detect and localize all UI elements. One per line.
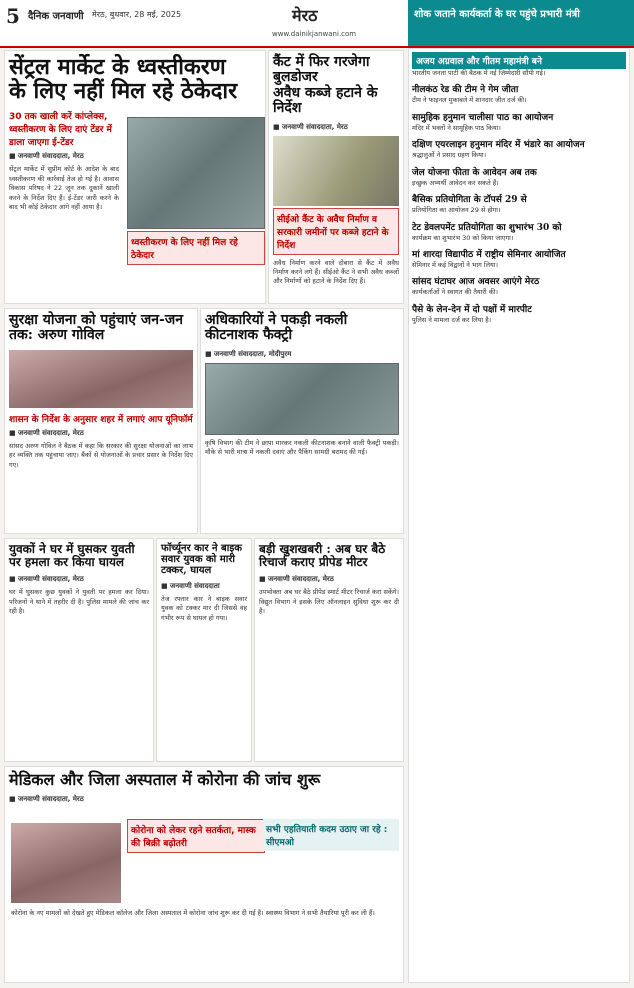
story7-byline: ■ जनवाणी संवाददाता, मेरठ <box>259 575 334 584</box>
story1-body: सेंट्रल मार्केट में सुप्रीम कोर्ट के आदेश के बाद ध्वस्तीकरण की कार्रवाई तेज हो गई है। आवास विकास परिषद ने 22 जून तक दुकानें खाली करने के निर्देश दिए हैं। ई-टेंडर जारी करने के बाद भी कोई ठेकेदार आगे नहीं आया है। <box>9 165 119 212</box>
city-title: मेरठ <box>292 6 318 25</box>
story-attack <box>4 538 154 762</box>
brand-name: दैनिक जनवाणी <box>28 11 84 22</box>
story6-byline: ■ जनवाणी संवाददाता <box>161 582 220 590</box>
story3-headline: सुरक्षा योजना को पहुंचाएं जन-जन तक: अरुण गोविल <box>9 312 184 344</box>
sidebar-article-body: प्रतियोगिता का आयोजन 29 से होगा। <box>412 206 501 215</box>
story2-side-box <box>273 208 399 255</box>
sidebar-article-title: दक्षिण एयरलाइन हनुमान मंदिर में भंडारे का आयोजन <box>412 140 585 151</box>
sidebar-article-body: श्रद्धालुओं ने प्रसाद ग्रहण किया। <box>412 151 487 160</box>
sidebar-article-title: टेट डेवलपमेंट प्रतियोगिता का शुभारंभ 30 को <box>412 222 562 233</box>
story2-headline-2: अवैध कब्जे हटाने के निर्देश <box>273 84 378 117</box>
story8-photo <box>11 823 121 903</box>
website-link[interactable]: www.dainikjanwani.com <box>272 30 357 38</box>
sidebar-article <box>412 274 626 297</box>
story5-headline: युवकों ने घर में घुसकर युवती पर हमला कर किया घायल <box>9 542 135 570</box>
story1-subhead: 30 तक खाली करें कांप्लेक्स, ध्वस्तीकरण के लिए दाएं टेंडर में डाला जाएगा ई-टेंडर <box>9 112 112 149</box>
sidebar-article-body: कार्यकर्ताओं ने स्वागत की तैयारी की। <box>412 288 498 297</box>
story4-headline: अधिकारियों ने पकड़ी नकली कीटनाशक फैक्ट्री <box>205 312 348 344</box>
sidebar-article-title: पैसे के लेन-देन में दो पक्षों में मारपीट <box>412 304 532 315</box>
story-cantt-bulldozer <box>268 50 404 304</box>
story3-photo <box>9 350 193 408</box>
story3-subhead: शासन के निर्देश के अनुसार शहर में लगाएं आप यूनिफॉर्म <box>9 414 193 425</box>
story-car-accident <box>156 538 252 762</box>
story8-side1 <box>127 819 265 853</box>
dateline: मेरठ, बुधवार, 28 मई, 2025 <box>92 10 182 19</box>
sidebar-article-body: सेमिनार में कई विद्वानों ने भाग लिया। <box>412 260 498 269</box>
story8-body: कोरोना के नए मामलों को देखते हुए मेडिकल कॉलेज और जिला अस्पताल में कोरोना जांच शुरू कर दी गई है। स्वास्थ्य विभाग ने सभी तैयारियां पूरी कर ली हैं। <box>11 909 375 917</box>
sidebar-article-title: जेल योजना फीता के आवेदन अब तक <box>412 167 537 178</box>
story3-body: सांसद अरुण गोविल ने बैठक में कहा कि सरकार की सुरक्षा योजनाओं का लाभ हर व्यक्ति तक पहुंचाया जाए। बैंकों से योजनाओं के प्रचार प्रसार के निर्देश दिए गए। <box>9 441 193 469</box>
story8-headline: मेडिकल और जिला अस्पताल में कोरोना की जांच शुरू <box>9 770 321 789</box>
story6-headline: फॉर्च्यूनर कार ने बाइक सवार युवक को मारी टक्कर, घायल <box>161 543 242 576</box>
story8-side2 <box>263 819 399 851</box>
story1-photo <box>127 117 265 229</box>
sidebar-article-body: टीम ने फाइनल मुकाबले में शानदार जीत दर्ज की। <box>412 96 527 105</box>
story-suraksha-yojana <box>4 308 198 534</box>
sidebar <box>408 48 630 983</box>
story-prepaid-meter <box>254 538 404 762</box>
story2-body: अवैध निर्माण करने वाले दोबारा से कैंट में अवैध निर्माण करने लगे हैं। सीईओ कैंट ने सभी अवैध कब्जों और निर्माणों को हटाने के निर्देश दिए हैं। <box>273 258 399 286</box>
story4-photo <box>205 363 399 435</box>
story8-side1-title: कोरोना को लेकर रहने सतर्कता, मास्क की बिक्री बढ़ोतरी <box>131 826 256 849</box>
story4-byline: ■ जनवाणी संवाददाता, मोदीपुरम <box>205 349 292 358</box>
sidebar-article <box>412 220 626 243</box>
sidebar-article <box>412 247 626 270</box>
top-news-title: शोक जताने कार्यकर्ता के घर पहुंचे प्रभारी मंत्री <box>414 9 580 20</box>
sidebar-article-title: नीलकंठ रेड की टीम ने गेम जीता <box>412 85 519 96</box>
sidebar-article <box>412 302 626 325</box>
sidebar-list <box>412 52 626 325</box>
story5-body: घर में घुसकर कुछ युवकों ने युवती पर हमला कर दिया। परिजनों ने थाने में तहरीर दी है। पुलिस मामले की जांच कर रही है। <box>9 588 149 616</box>
sidebar-article-title: सामुहिक हनुमान चालीसा पाठ का आयोजन <box>412 112 554 123</box>
sidebar-article <box>412 192 626 215</box>
sidebar-article-body: मंदिर में भक्तों ने सामूहिक पाठ किया। <box>412 123 501 132</box>
sidebar-article-title: मां शारदा विद्यापीठ में राष्ट्रीय सेमिनार आयोजित <box>412 249 566 260</box>
story1-inset-title: ध्वस्तीकरण के लिए नहीं मिल रहे ठेकेदार <box>131 238 238 261</box>
story7-headline: बड़ी खुशखबरी : अब घर बैठे रिचार्ज कराए प्रीपेड मीटर <box>259 542 386 570</box>
story6-body: तेज रफ्तार कार ने बाइक सवार युवक को टक्कर मार दी जिससे वह गंभीर रूप से घायल हो गया। <box>161 595 247 622</box>
story1-byline: ■ जनवाणी संवाददाता, मेरठ <box>9 152 84 161</box>
story4-body: कृषि विभाग की टीम ने छापा मारकर नकली कीटनाशक बनाने वाली फैक्ट्री पकड़ी। मौके से भारी मात्रा में नकली दवाएं और पैकिंग सामग्री बरामद की गई। <box>205 438 399 457</box>
sidebar-article-title: सांसद घंटाघर आज अवसर आएंगे मेरठ <box>412 277 540 288</box>
story8-byline: ■ जनवाणी संवाददाता, मेरठ <box>9 794 84 803</box>
story5-byline: ■ जनवाणी संवाददाता, मेरठ <box>9 575 84 584</box>
story1-headline-1: सेंट्रल मार्केट के ध्वस्तीकरण <box>9 54 226 80</box>
story3-byline: ■ जनवाणी संवाददाता, मेरठ <box>9 428 84 437</box>
story2-headline-1: कैंट में फिर गरजेगा बुलडोजर <box>273 54 370 86</box>
sidebar-article <box>412 52 626 78</box>
story2-photo <box>273 136 399 206</box>
sidebar-article <box>412 165 626 188</box>
sidebar-article-body: इच्छुक अभ्यर्थी आवेदन कर सकते हैं। <box>412 178 499 187</box>
page-number: 5 <box>6 4 20 28</box>
story2-byline: ■ जनवाणी संवाददाता, मेरठ <box>273 122 348 131</box>
story-fake-pesticide <box>200 308 404 534</box>
story-corona-testing <box>4 766 404 983</box>
sidebar-article-body: पुलिस ने मामला दर्ज कर लिया है। <box>412 315 492 324</box>
sidebar-article-title: अजय अग्रवाल और गीतम महामंत्री बने <box>412 52 626 69</box>
top-news-strip <box>408 0 634 46</box>
sidebar-article <box>412 110 626 133</box>
sidebar-article <box>412 137 626 160</box>
story-central-market <box>4 50 266 304</box>
story1-inset <box>127 231 265 265</box>
sidebar-article-body: कार्यक्रम का शुभारंभ 30 को किया जाएगा। <box>412 233 514 242</box>
story7-body: उपभोक्ता अब घर बैठे प्रीपेड स्मार्ट मीटर रिचार्ज करा सकेंगे। विद्युत विभाग ने इसके लिए ऑनलाइन सुविधा शुरू कर दी है। <box>259 588 399 616</box>
sidebar-article-body: भारतीय जनता पार्टी की बैठक में नई जिम्मेदारी सौंपी गई। <box>412 69 546 77</box>
story2-side-title: सीईओ कैंट के अवैध निर्माण व सरकारी जमीनों पर कब्जे हटाने के निर्देश <box>277 214 389 251</box>
sidebar-article <box>412 82 626 105</box>
story1-headline-2: के लिए नहीं मिल रहे ठेकेदार <box>9 78 238 105</box>
story8-side2-title: सभी एहतियाती कदम उठाए जा रहे : सीएमओ <box>266 825 388 848</box>
sidebar-article-title: बैसिक प्रतियोगिता के टॉपर्स 29 से <box>412 195 527 206</box>
